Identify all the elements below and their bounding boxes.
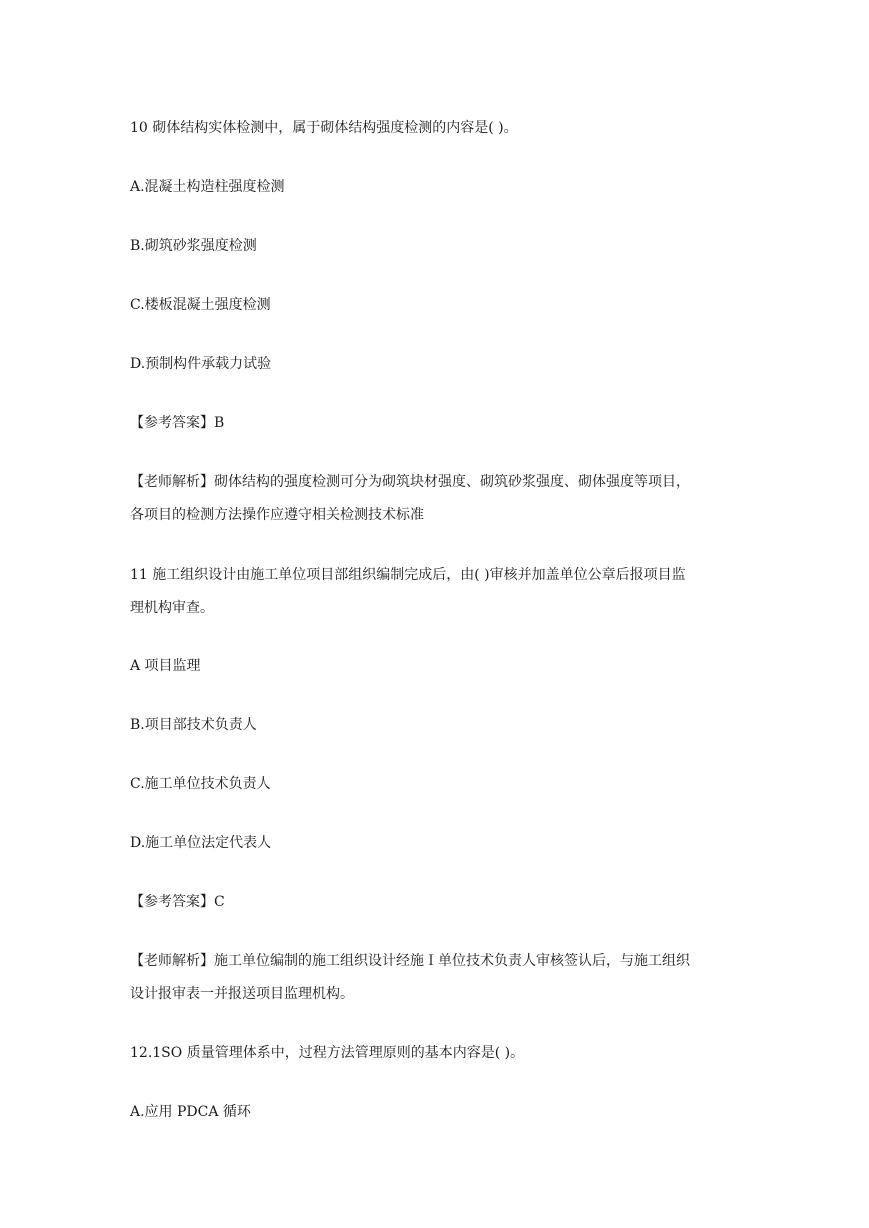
- question-10-option-d: D.预制构件承载力试验: [130, 356, 272, 372]
- question-11-option-c: C.施工单位技术负责人: [130, 776, 271, 792]
- question-10-answer: 【参考答案】B: [130, 415, 225, 431]
- question-11-analysis-line-2: 设计报审表一并报送项目监理机构。: [130, 986, 354, 1002]
- question-11-option-d: D.施工单位法定代表人: [130, 835, 272, 851]
- question-12-text: 12.1SO 质量管理体系中，过程方法管理原则的基本内容是( )。: [130, 1045, 525, 1061]
- question-12-option-a: A.应用 PDCA 循环: [130, 1104, 251, 1120]
- question-10-option-b: B.砌筑砂浆强度检测: [130, 238, 257, 254]
- question-11-text-line-2: 理机构审查。: [130, 600, 214, 616]
- question-11-text-line-1: 11 施工组织设计由施工单位项目部组织编制完成后，由( )审核并加盖单位公章后报项目监: [130, 567, 686, 583]
- question-10-analysis-line-2: 各项目的检测方法操作应遵守相关检测技术标准: [130, 507, 424, 523]
- question-10-analysis-line-1: 【老师解析】砌体结构的强度检测可分为砌筑块材强度、砌筑砂浆强度、砌体强度等项目，: [130, 474, 690, 490]
- question-11-option-b: B.项目部技术负责人: [130, 717, 257, 733]
- question-11-analysis-line-1: 【老师解析】施工单位编制的施工组织设计经施Ｉ单位技术负责人审核签认后，与施工组织: [130, 953, 690, 969]
- question-11-option-a: A 项目监理: [130, 658, 201, 674]
- question-10-option-a: A.混凝土构造柱强度检测: [130, 179, 285, 195]
- question-10-option-c: C.楼板混凝土强度检测: [130, 297, 271, 313]
- question-10-text: 10 砌体结构实体检测中，属于砌体结构强度检测的内容是( )。: [130, 120, 518, 136]
- question-11-answer: 【参考答案】C: [130, 894, 225, 910]
